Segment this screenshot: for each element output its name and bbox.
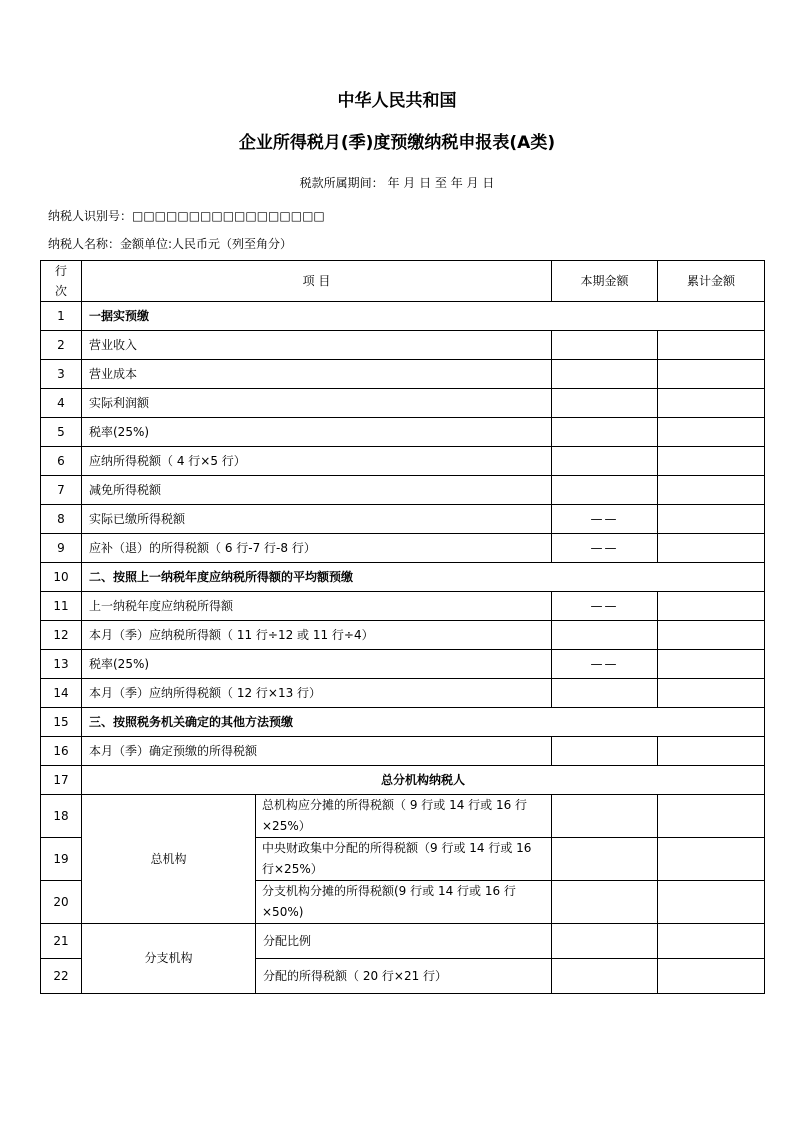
row-number: 4 (41, 389, 82, 418)
row-number: 16 (41, 737, 82, 766)
table-row (41, 476, 765, 505)
table-row (41, 924, 765, 959)
cumulative-amount-cell[interactable] (658, 360, 765, 389)
cumulative-amount-cell[interactable] (658, 838, 765, 881)
current-amount-cell[interactable] (552, 924, 658, 959)
table-row (41, 534, 765, 563)
row-number: 22 (41, 959, 82, 994)
row-number: 18 (41, 795, 82, 838)
table-row (41, 679, 765, 708)
row-number: 2 (41, 331, 82, 360)
section-heading: 二、按照上一纳税年度应纳税所得额的平均额预缴 (82, 563, 765, 592)
table-row (41, 795, 765, 838)
row-number: 14 (41, 679, 82, 708)
row-number: 17 (41, 766, 82, 795)
row-number: 3 (41, 360, 82, 389)
table-header-row (41, 261, 765, 302)
row-number: 6 (41, 447, 82, 476)
row-number: 21 (41, 924, 82, 959)
branch-group-label: 分支机构 (82, 924, 256, 994)
row-label: 减免所得税额 (82, 476, 552, 505)
cumulative-amount-cell[interactable] (658, 795, 765, 838)
row-number: 15 (41, 708, 82, 737)
row-number: 13 (41, 650, 82, 679)
table-row (41, 331, 765, 360)
table-row (41, 302, 765, 331)
table-row (41, 563, 765, 592)
header-current-amount: 本期金额 (552, 261, 658, 302)
current-amount-na: —— (552, 534, 658, 563)
table-row (41, 418, 765, 447)
table-row (41, 650, 765, 679)
section-heading: 总分机构纳税人 (82, 766, 765, 795)
current-amount-cell[interactable] (552, 737, 658, 766)
row-number: 9 (41, 534, 82, 563)
row-number: 19 (41, 838, 82, 881)
table-row (41, 360, 765, 389)
row-number: 5 (41, 418, 82, 447)
row-label: 分支机构分摊的所得税额(9 行或 14 行或 16 行×50%) (256, 881, 552, 924)
row-label: 分配的所得税额（ 20 行×21 行） (256, 959, 552, 994)
taxpayer-id-line: 纳税人识别号：□□□□□□□□□□□□□□□□□ (48, 209, 325, 223)
row-label: 实际利润额 (82, 389, 552, 418)
current-amount-na: —— (552, 505, 658, 534)
current-amount-na: —— (552, 592, 658, 621)
section-heading: 三、按照税务机关确定的其他方法预缴 (82, 708, 765, 737)
row-label: 分配比例 (256, 924, 552, 959)
row-number: 11 (41, 592, 82, 621)
current-amount-cell[interactable] (552, 418, 658, 447)
table-row (41, 737, 765, 766)
current-amount-cell[interactable] (552, 360, 658, 389)
current-amount-cell[interactable] (552, 476, 658, 505)
current-amount-cell[interactable] (552, 679, 658, 708)
taxpayer-name-line: 纳税人名称：金额单位:人民币元（列至角分） (48, 237, 293, 251)
table-row (41, 708, 765, 737)
current-amount-cell[interactable] (552, 959, 658, 994)
current-amount-cell[interactable] (552, 389, 658, 418)
row-label: 本月（季）确定预缴的所得税额 (82, 737, 552, 766)
row-label: 应纳所得税额（ 4 行×5 行） (82, 447, 552, 476)
form-title: 企业所得税月(季)度预缴纳税申报表(A类) (238, 133, 556, 153)
current-amount-cell[interactable] (552, 331, 658, 360)
table-row (41, 447, 765, 476)
cumulative-amount-cell[interactable] (658, 679, 765, 708)
cumulative-amount-cell[interactable] (658, 418, 765, 447)
cumulative-amount-cell[interactable] (658, 959, 765, 994)
cumulative-amount-cell[interactable] (658, 737, 765, 766)
row-label: 营业成本 (82, 360, 552, 389)
cumulative-amount-cell[interactable] (658, 621, 765, 650)
current-amount-cell[interactable] (552, 621, 658, 650)
declaration-table (40, 260, 765, 994)
table-row (41, 389, 765, 418)
header-cumulative-amount: 累计金额 (658, 261, 765, 302)
cumulative-amount-cell[interactable] (658, 447, 765, 476)
cumulative-amount-cell[interactable] (658, 881, 765, 924)
row-number: 10 (41, 563, 82, 592)
row-number: 20 (41, 881, 82, 924)
row-label: 营业收入 (82, 331, 552, 360)
header-item: 项 目 (82, 261, 552, 302)
row-label: 本月（季）应纳税所得额（ 11 行÷12 或 11 行÷4） (82, 621, 552, 650)
cumulative-amount-cell[interactable] (658, 476, 765, 505)
row-label: 中央财政集中分配的所得税额（9 行或 14 行或 16 行×25%） (256, 838, 552, 881)
cumulative-amount-cell[interactable] (658, 592, 765, 621)
header-seq-line2: 次 (54, 284, 67, 298)
current-amount-cell[interactable] (552, 447, 658, 476)
current-amount-na: —— (552, 650, 658, 679)
row-label: 税率(25%) (82, 418, 552, 447)
table-row (41, 505, 765, 534)
current-amount-cell[interactable] (552, 881, 658, 924)
row-number: 12 (41, 621, 82, 650)
row-number: 1 (41, 302, 82, 331)
cumulative-amount-cell[interactable] (658, 534, 765, 563)
row-number: 8 (41, 505, 82, 534)
cumulative-amount-cell[interactable] (658, 650, 765, 679)
head-office-group-label: 总机构 (82, 795, 256, 924)
header-seq-line1: 行 (54, 264, 67, 278)
tax-period: 税款所属期间： 年 月 日 至 年 月 日 (299, 176, 495, 190)
row-number: 7 (41, 476, 82, 505)
row-label: 应补（退）的所得税额（ 6 行-7 行-8 行） (82, 534, 552, 563)
header-seq (41, 261, 82, 302)
row-label: 税率(25%) (82, 650, 552, 679)
current-amount-cell[interactable] (552, 795, 658, 838)
section-heading: 一据实预缴 (82, 302, 765, 331)
cumulative-amount-cell[interactable] (658, 924, 765, 959)
cumulative-amount-cell[interactable] (658, 389, 765, 418)
current-amount-cell[interactable] (552, 838, 658, 881)
cumulative-amount-cell[interactable] (658, 331, 765, 360)
form-title-country: 中华人民共和国 (337, 91, 457, 111)
table-row (41, 592, 765, 621)
cumulative-amount-cell[interactable] (658, 505, 765, 534)
row-label: 本月（季）应纳所得税额（ 12 行×13 行） (82, 679, 552, 708)
row-label: 实际已缴所得税额 (82, 505, 552, 534)
table-row (41, 621, 765, 650)
table-row (41, 766, 765, 795)
row-label: 上一纳税年度应纳税所得额 (82, 592, 552, 621)
row-label: 总机构应分摊的所得税额（ 9 行或 14 行或 16 行×25%） (256, 795, 552, 838)
